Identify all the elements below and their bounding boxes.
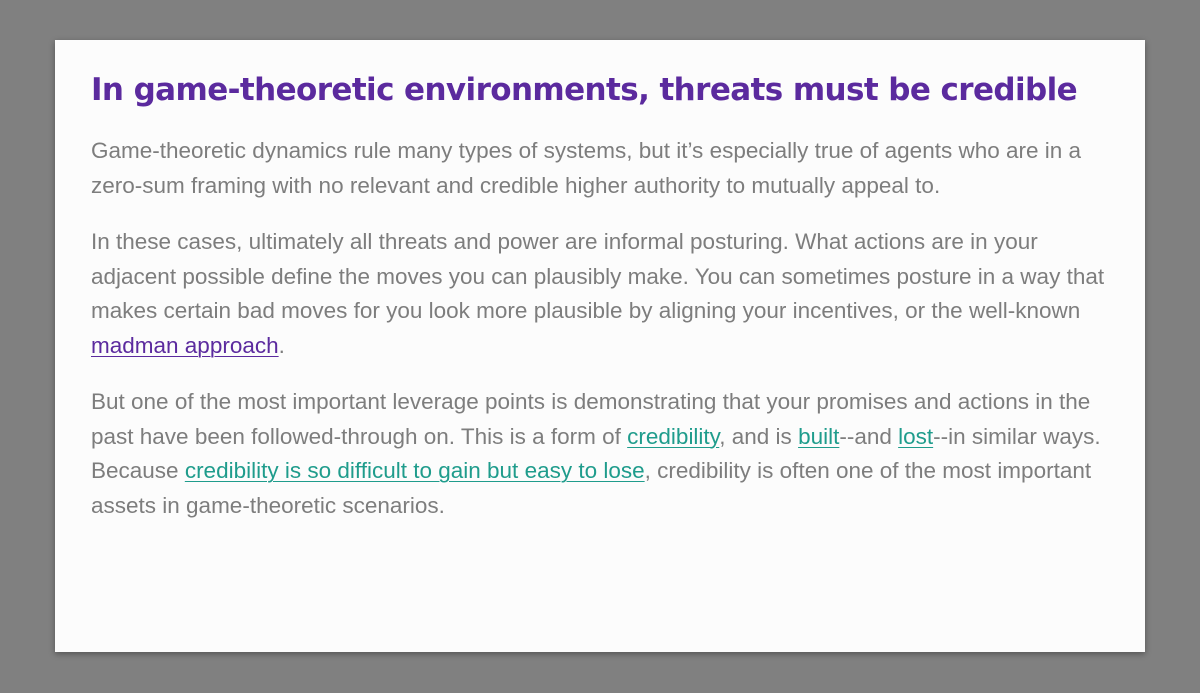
paragraph-text: But one of the most important leverage points is demonstrating that your promises and actions in the past have been followed-through on. This is a form of (91, 389, 1091, 449)
paragraph-text: In these cases, ultimately all threats and power are informal posturing. What actions are in your adjacent possible define the moves you can plausibly make. You can sometimes posture in a way that makes certain bad moves for you look more plausible by aligning your incentives, or the well-known (91, 229, 1105, 323)
lost-link[interactable]: lost (898, 423, 934, 449)
credibility-link[interactable]: credibility (627, 423, 720, 449)
built-link[interactable]: built (798, 423, 840, 449)
paragraph-intro: Game-theoretic dynamics rule many types of systems, but it’s especially true of agents who are in a zero-sum framing with no relevant and credible higher authority to mutually appeal to. (91, 138, 1082, 198)
madman-approach-link[interactable]: madman approach (91, 332, 279, 358)
paragraph-text: , and is (719, 423, 799, 449)
paragraph-posturing (91, 225, 1109, 363)
credibility-difficult-link[interactable]: credibility is so difficult to gain but easy to lose (184, 458, 645, 483)
article-title: In game-theoretic environments, threats must be credible (91, 72, 1078, 108)
paragraph-text: --and (839, 423, 899, 449)
paragraph-text: . (278, 332, 285, 358)
paragraph-text: , credibility is often one of the most important assets in game-theoretic scenarios. (91, 458, 1092, 518)
paragraph-credibility (91, 385, 1109, 523)
paragraph-text: --in similar ways. Because (91, 423, 1101, 483)
article-card (55, 40, 1145, 652)
